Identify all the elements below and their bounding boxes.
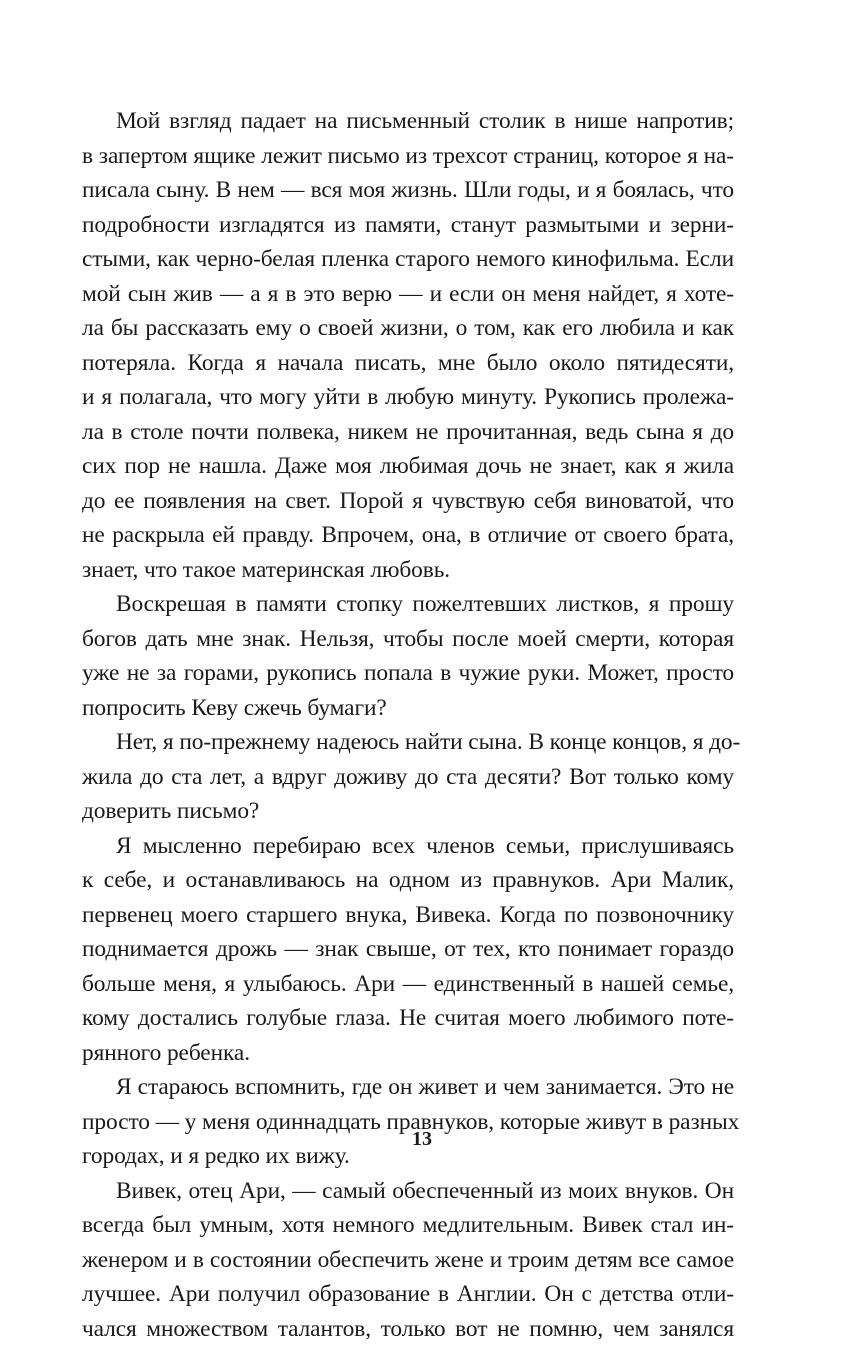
text-line: жила до ста лет, а вдруг доживу до ста десяти? Вот только кому <box>82 760 734 795</box>
text-line: знает, что такое материнская любовь. <box>82 553 734 588</box>
text-line: женером и в состоянии обеспечить жене и троим детям все самое <box>82 1243 734 1278</box>
text-line: Я стараюсь вспомнить, где он живет и чем занимается. Это не <box>82 1070 734 1105</box>
text-line: Воскрешая в памяти стопку пожелтевших листков, я прошу <box>82 587 734 622</box>
body-text <box>82 104 734 1346</box>
text-line: подробности изгладятся из памяти, станут размытыми и зерни- <box>82 208 734 243</box>
text-line: больше меня, я улыбаюсь. Ари — единственный в нашей семье, <box>82 967 734 1002</box>
text-line: до ее появления на свет. Порой я чувствую себя виноватой, что <box>82 484 734 519</box>
text-line: ла бы рассказать ему о своей жизни, о том, как его любила и как <box>82 311 734 346</box>
text-line: в запертом ящике лежит письмо из трехсот страниц, которое я на- <box>82 139 734 174</box>
text-line: сих пор не нашла. Даже моя любимая дочь не знает, как я жила <box>82 449 734 484</box>
text-line: не раскрыла ей правду. Впрочем, она, в отличие от своего брата, <box>82 518 734 553</box>
text-line: уже не за горами, рукопись попала в чужие руки. Может, просто <box>82 656 734 691</box>
text-line: просто — у меня одиннадцать правнуков, которые живут в разных <box>82 1105 734 1140</box>
text-line: доверить письмо? <box>82 794 734 829</box>
text-line: Мой взгляд падает на письменный столик в нише напротив; <box>82 104 734 139</box>
text-line: стыми, как черно-белая пленка старого немого кинофильма. Если <box>82 242 734 277</box>
text-line: и я полагала, что могу уйти в любую минуту. Рукопись пролежа- <box>82 380 734 415</box>
text-line: ла в столе почти полвека, никем не прочитанная, ведь сына я до <box>82 415 734 450</box>
text-line: к себе, и останавливаюсь на одном из правнуков. Ари Малик, <box>82 863 734 898</box>
text-line: богов дать мне знак. Нельзя, чтобы после моей смерти, которая <box>82 622 734 657</box>
text-line: всегда был умным, хотя немного медлительным. Вивек стал ин- <box>82 1208 734 1243</box>
text-line: чался множеством талантов, только вот не помню, чем занялся <box>82 1312 734 1346</box>
text-line: писала сыну. В нем — вся моя жизнь. Шли годы, и я боялась, что <box>82 173 734 208</box>
text-line: Я мысленно перебираю всех членов семьи, прислушиваясь <box>82 829 734 864</box>
text-line: мой сын жив — а я в это верю — и если он меня найдет, я хоте- <box>82 277 734 312</box>
text-line: рянного ребенка. <box>82 1036 734 1071</box>
text-line: лучшее. Ари получил образование в Англии. Он с детства отли- <box>82 1277 734 1312</box>
text-line: поднимается дрожь — знак свыше, от тех, кто понимает гораздо <box>82 932 734 967</box>
text-line: Нет, я по-прежнему надеюсь найти сына. В конце концов, я до- <box>82 725 734 760</box>
text-line: городах, и я редко их вижу. <box>82 1139 734 1174</box>
text-line: попросить Кеву сжечь бумаги? <box>82 691 734 726</box>
text-line: Вивек, отец Ари, — самый обеспеченный из моих внуков. Он <box>82 1174 734 1209</box>
page-number: 13 <box>0 1128 844 1151</box>
text-line: кому достались голубые глаза. Не считая моего любимого поте- <box>82 1001 734 1036</box>
text-line: первенец моего старшего внука, Вивека. Когда по позвоночнику <box>82 898 734 933</box>
text-line: потеряла. Когда я начала писать, мне было около пятидесяти, <box>82 346 734 381</box>
